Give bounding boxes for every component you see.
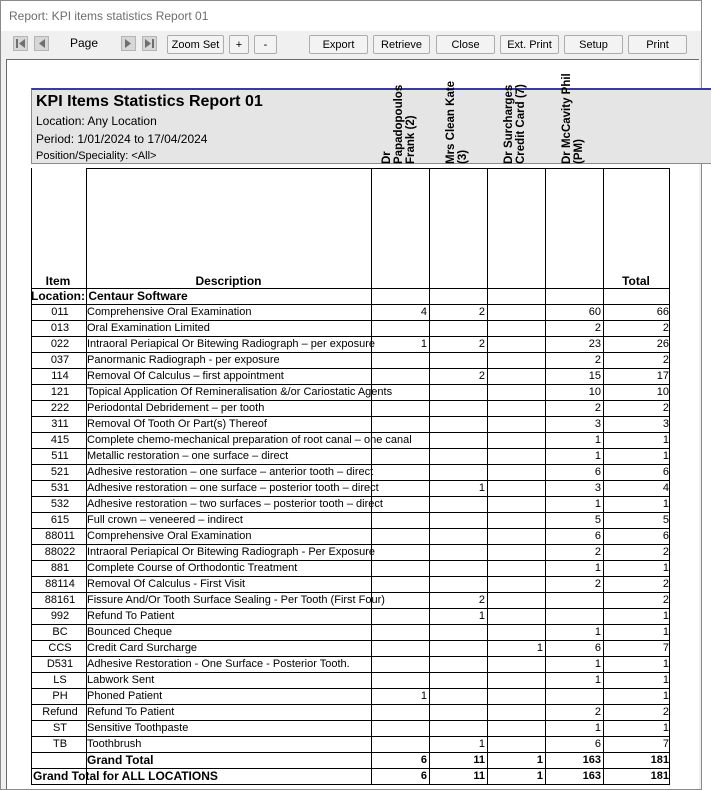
cell-total: 181 [650, 754, 669, 766]
grand-total-row-label: Grand Total [87, 753, 154, 767]
window-title: Report: KPI items statistics Report 01 [9, 9, 209, 23]
cell-c4: 60 [588, 306, 601, 318]
table-row [31, 672, 671, 688]
cell-desc: Removal Of Calculus - First Visit [87, 578, 246, 590]
cell-c4: 1 [594, 674, 601, 686]
cell-desc: Fissure And/Or Tooth Surface Sealing - Per Tooth (First Four) [87, 594, 385, 606]
cell-total: 26 [656, 338, 669, 350]
cell-item: 881 [50, 562, 70, 574]
cell-desc: Toothbrush [87, 738, 142, 750]
cell-desc: Metallic restoration – one surface – direct [87, 450, 289, 462]
cell-desc: Periodontal Debridement – per tooth [87, 402, 265, 414]
cell-desc: Intraoral Periapical Or Bitewing Radiograph - Per Exposure [87, 546, 375, 558]
table-row [31, 576, 671, 592]
cell-item: ST [52, 722, 68, 734]
provider-3-line-2: Credit Card (7) [515, 84, 527, 164]
table-row [31, 624, 671, 640]
cell-item: PH [52, 690, 68, 702]
cell-desc: Complete chemo-mechanical preparation of root canal – one canal [87, 434, 412, 446]
cell-c4: 2 [594, 706, 601, 718]
next-page-icon [123, 38, 134, 49]
cell-item: BC [52, 626, 68, 638]
cell-total: 1 [662, 498, 669, 510]
cell-c2: 11 [473, 754, 485, 766]
column-header-provider-4 [545, 60, 603, 180]
cell-total: 17 [656, 370, 669, 382]
table-row [31, 464, 671, 480]
cell-item: 521 [50, 466, 70, 478]
provider-3-line-1: Dr Surcharges [503, 84, 515, 164]
title-bar [1, 1, 701, 31]
table-row [31, 640, 671, 656]
cell-desc: Sensitive Toothpaste [87, 722, 189, 734]
location-group-label [31, 289, 188, 303]
column-header-description: Description [195, 274, 262, 288]
cell-c2: 1 [478, 610, 485, 622]
cell-c4: 2 [594, 402, 601, 414]
cell-total: 2 [662, 578, 669, 590]
page-label: Page [70, 36, 99, 50]
cell-total: 1 [662, 610, 669, 622]
cell-c2: 2 [478, 306, 485, 318]
table-row [31, 304, 671, 320]
report-position: Position/Speciality: <All> [36, 150, 157, 162]
cell-desc: Bounced Cheque [87, 626, 173, 638]
cell-c4: 3 [594, 482, 601, 494]
column-header-item: Item [45, 274, 71, 288]
cell-c4: 6 [594, 466, 601, 478]
cell-total: 2 [662, 546, 669, 558]
cell-c4: 6 [594, 642, 601, 654]
cell-desc: Comprehensive Oral Examination [87, 306, 252, 318]
cell-desc: Topical Application Of Remineralisation &/or Cariostatic Agents [87, 386, 393, 398]
provider-2-line-2: (3) [457, 149, 469, 164]
cell-desc: Phoned Patient [87, 690, 163, 702]
cell-desc: Intraoral Periapical Or Bitewing Radiograph – per exposure [87, 338, 375, 350]
cell-item: 121 [50, 386, 70, 398]
cell-total: 4 [662, 482, 669, 494]
cell-c3: 1 [536, 642, 543, 654]
column-header-provider-2 [429, 60, 487, 180]
cell-c2: 2 [478, 370, 485, 382]
toolbar [1, 31, 701, 59]
cell-item: 415 [50, 434, 70, 446]
cell-desc: Labwork Sent [87, 674, 155, 686]
cell-total: 1 [662, 562, 669, 574]
cell-total: 6 [662, 530, 669, 542]
cell-total: 66 [656, 306, 669, 318]
close-button[interactable]: Close [436, 35, 495, 54]
cell-desc: Comprehensive Oral Examination [87, 530, 252, 542]
provider-4-line-1: Dr McCavity Phil [561, 73, 573, 164]
cell-item: 311 [51, 418, 69, 430]
table-row [31, 688, 671, 704]
cell-total: 3 [662, 418, 669, 430]
export-button[interactable]: Export [309, 35, 368, 54]
last-page-icon [144, 38, 155, 49]
cell-desc: Refund To Patient [87, 610, 175, 622]
table-row [31, 352, 671, 368]
cell-c1: 1 [420, 690, 427, 702]
location-prefix: Location: [31, 289, 85, 303]
table-row [31, 528, 671, 544]
retrieve-button[interactable]: Retrieve [373, 35, 430, 54]
cell-c1: 6 [420, 770, 427, 782]
column-header-provider-3 [487, 60, 545, 180]
cell-item: 511 [51, 450, 69, 462]
cell-total: 10 [656, 386, 669, 398]
report-canvas [6, 59, 699, 789]
table-row [31, 480, 671, 496]
cell-item: 531 [50, 482, 70, 494]
cell-c4: 6 [594, 530, 601, 542]
cell-item: 114 [51, 370, 69, 382]
provider-1-line-2: Papadopoulos [393, 84, 405, 164]
cell-c2: 1 [478, 482, 485, 494]
zoom-in-button[interactable]: + [229, 35, 249, 54]
first-page-button[interactable] [13, 36, 28, 51]
table-row [31, 384, 671, 400]
cell-total: 1 [662, 658, 669, 670]
zoom-out-button[interactable]: - [254, 35, 277, 54]
cell-item: 88114 [45, 578, 75, 590]
last-page-button[interactable] [142, 36, 157, 51]
cell-total: 5 [662, 514, 669, 526]
row-divider [31, 784, 670, 785]
cell-c4: 1 [594, 450, 601, 462]
previous-page-button[interactable] [34, 36, 49, 51]
cell-desc: Full crown – veneered – indirect [87, 514, 243, 526]
table-row [31, 496, 671, 512]
cell-c4: 3 [594, 418, 601, 430]
cell-total: 1 [662, 626, 669, 638]
cell-total: 2 [662, 354, 669, 366]
cell-c4: 10 [588, 386, 601, 398]
all-locations-total-row [31, 768, 671, 784]
cell-c4: 23 [588, 338, 601, 350]
provider-1-line-3: Frank (2) [405, 115, 417, 164]
cell-item: 022 [50, 338, 70, 350]
cell-item: LS [53, 674, 67, 686]
cell-c4: 1 [594, 658, 601, 670]
cell-desc: Removal Of Calculus – first appointment [87, 370, 284, 382]
next-page-button[interactable] [121, 36, 136, 51]
cell-desc: Credit Card Surcharge [87, 642, 198, 654]
cell-item: D531 [46, 658, 74, 670]
cell-c4: 2 [594, 546, 601, 558]
cell-item: 013 [50, 322, 70, 334]
cell-total: 6 [662, 466, 669, 478]
table-row [31, 448, 671, 464]
cell-c4: 1 [594, 434, 601, 446]
cell-c3: 1 [536, 754, 543, 766]
column-header-provider-1 [371, 60, 429, 180]
cell-item: 222 [50, 402, 70, 414]
cell-total: 1 [662, 722, 669, 734]
table-row [31, 720, 671, 736]
cell-c1: 1 [420, 338, 427, 350]
cell-item: 532 [50, 498, 70, 510]
cell-c4: 163 [582, 754, 601, 766]
cell-c4: 6 [594, 738, 601, 750]
table-row [31, 560, 671, 576]
table-row [31, 432, 671, 448]
cell-c4: 1 [594, 498, 601, 510]
cell-total: 181 [650, 770, 669, 782]
column-header-total: Total [622, 274, 650, 288]
table-row [31, 592, 671, 608]
table-row [31, 736, 671, 752]
cell-desc: Complete Course of Orthodontic Treatment [87, 562, 298, 574]
cell-c4: 2 [594, 322, 601, 334]
cell-desc: Adhesive restoration – one surface – posterior tooth – direct [87, 482, 379, 494]
all-locations-total-row-label: Grand Total for ALL LOCATIONS [33, 769, 218, 783]
cell-desc: Removal Of Tooth Or Part(s) Thereof [87, 418, 267, 430]
cell-c2: 1 [478, 738, 485, 750]
cell-item: 88022 [44, 546, 76, 558]
table-row [31, 320, 671, 336]
cell-c4: 1 [594, 722, 601, 734]
table-row [31, 400, 671, 416]
cell-total: 2 [662, 402, 669, 414]
table-row [31, 544, 671, 560]
report-title: KPI Items Statistics Report 01 [36, 93, 263, 110]
cell-item: TB [52, 738, 68, 750]
cell-item: Refund [42, 706, 78, 718]
provider-2-line-1: Mrs Clean Kate [445, 80, 457, 164]
cell-desc: Adhesive restoration – two surfaces – posterior tooth – direct [87, 498, 383, 510]
cell-total: 7 [662, 642, 669, 654]
location-name: Centaur Software [88, 289, 188, 303]
table-row [31, 608, 671, 624]
provider-1-line-1: Dr [381, 151, 393, 164]
cell-item: 992 [50, 610, 70, 622]
cell-c4: 163 [582, 770, 601, 782]
cell-c4: 2 [594, 578, 601, 590]
cell-item: 011 [51, 306, 69, 318]
table-row [31, 368, 671, 384]
cell-c1: 4 [420, 306, 427, 318]
cell-item: 88011 [45, 530, 75, 542]
report-period: Period: 1/01/2024 to 17/04/2024 [36, 132, 208, 146]
cell-c4: 15 [588, 370, 601, 382]
setup-button[interactable]: Setup [564, 35, 623, 54]
cell-total: 1 [662, 434, 669, 446]
cell-c2: 11 [473, 770, 485, 782]
cell-item: 88161 [44, 594, 76, 606]
cell-item: 037 [50, 354, 70, 366]
cell-total: 2 [662, 322, 669, 334]
cell-desc: Adhesive Restoration - One Surface - Posterior Tooth. [87, 658, 350, 670]
first-page-icon [15, 38, 26, 49]
cell-item: CCS [48, 642, 72, 654]
cell-total: 1 [662, 690, 669, 702]
cell-c4: 1 [594, 626, 601, 638]
cell-c4: 2 [594, 354, 601, 366]
cell-desc: Adhesive restoration – one surface – anterior tooth – direct [87, 466, 374, 478]
cell-total: 2 [662, 594, 669, 606]
print-button[interactable]: Print [628, 35, 687, 54]
report-location: Location: Any Location [36, 114, 157, 128]
cell-item: 615 [50, 514, 70, 526]
cell-total: 1 [662, 674, 669, 686]
provider-4-line-2: (PM) [573, 139, 585, 164]
cell-c1: 6 [420, 754, 427, 766]
cell-c2: 2 [478, 594, 485, 606]
cell-desc: Refund To Patient [87, 706, 175, 718]
table-row [31, 416, 671, 432]
table-row [31, 512, 671, 528]
table-row [31, 656, 671, 672]
previous-page-icon [36, 38, 47, 49]
cell-total: 7 [662, 738, 669, 750]
cell-desc: Panormanic Radiograph - per exposure [87, 354, 280, 366]
cell-total: 1 [662, 450, 669, 462]
cell-c4: 5 [594, 514, 601, 526]
cell-desc: Oral Examination Limited [87, 322, 210, 334]
cell-total: 2 [662, 706, 669, 718]
grand-total-row [31, 752, 671, 768]
cell-c2: 2 [478, 338, 485, 350]
table-row [31, 704, 671, 720]
cell-c3: 1 [536, 770, 543, 782]
ext-print-button[interactable]: Ext. Print [500, 35, 559, 54]
table-row [31, 336, 671, 352]
cell-c4: 1 [594, 562, 601, 574]
zoom-set-button[interactable]: Zoom Set [167, 35, 224, 54]
